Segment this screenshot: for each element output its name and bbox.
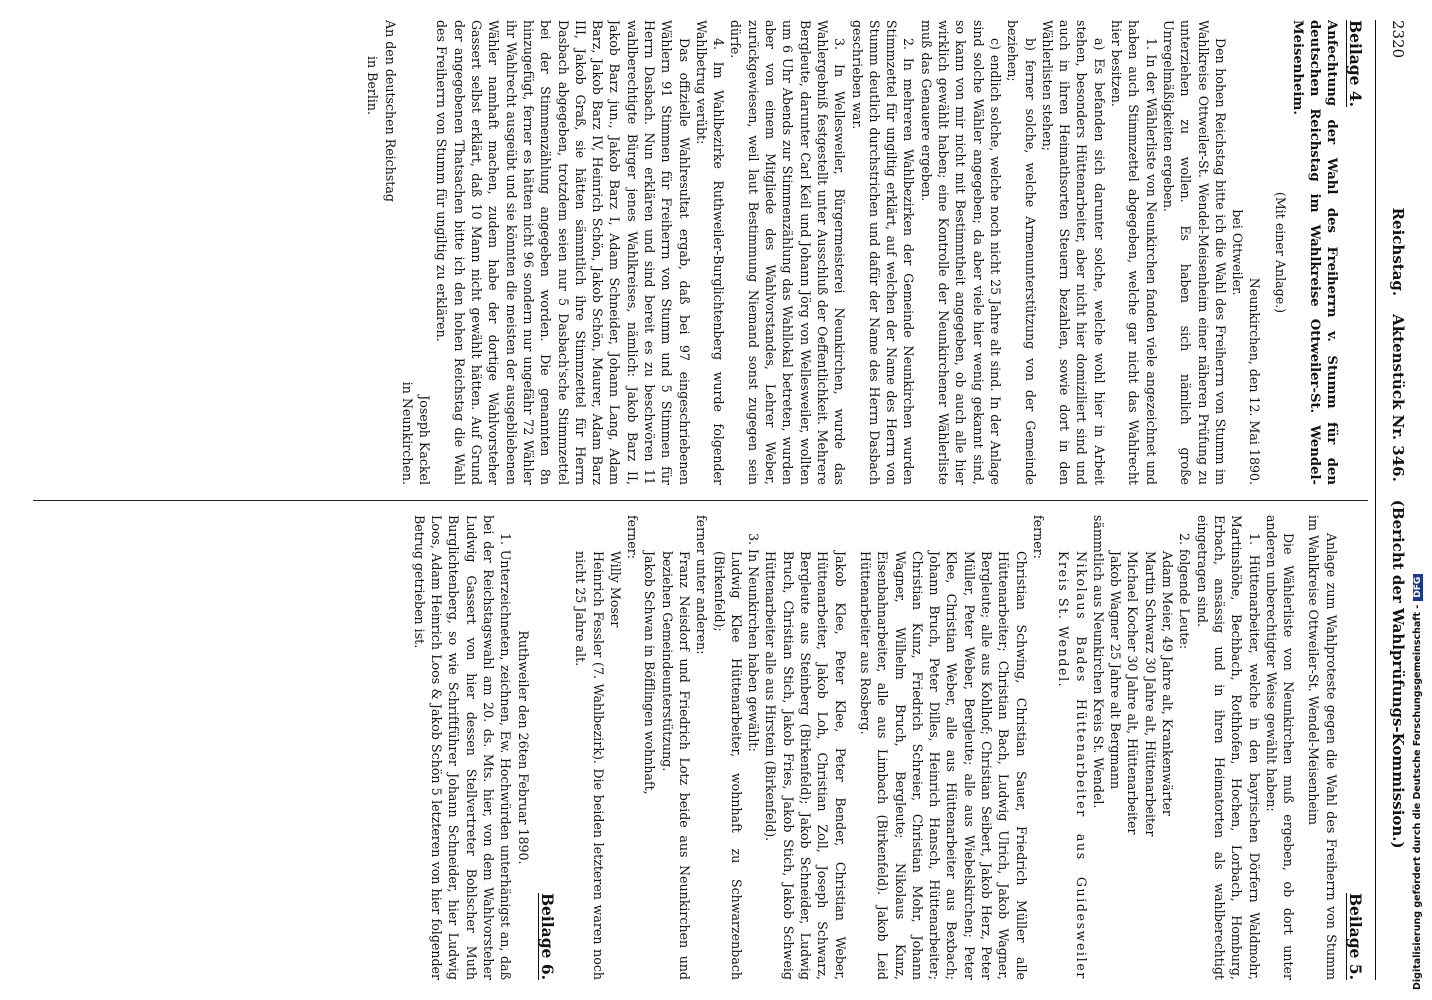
beilage5-person: Michael Kocher 30 Jahre alt, Hüttenarbeiter [1125,551,1141,835]
stamp-text: Digitalisierung gefördert durch die Deutsche Forschungsgemeinschaft - [1412,604,1423,990]
beilage4-signature-place: in Neunkirchen. [399,381,415,485]
beilage4-place-sub: bei Ottweiler. [1230,209,1246,296]
beilage5-n3a: Ludwig Klee Hüttenarbeiter, wohnhaft zu Schwarzenbach (Birkenfeld); [711,551,744,980]
column-divider [33,500,1368,501]
beilage5-n3g: Heinrich Fessler (7. Wahlbezirk). Die beiden letzteren waren noch nicht 25 Jahre alt. [573,551,606,980]
beilage5-person: Jakob Wagner 25 Jahre alt Bergmann [1108,551,1124,790]
beilage5-n2: 2. folgende Leute: [1177,533,1193,650]
beilage4-p2: 2. In mehreren Wahlbezirken der Gemeinde Neunkirchen wurden Stimmzettel für ungiltig erklärt, auf welchen der Name des Herrn von Stumm deutlich durchstrichen und dafür der Name des Herrn Dasbach geschrieben war. [849,20,917,485]
publication-name: Reichstag. [1389,207,1407,297]
beilage6-date: Ruthweiler den 26ten Februar 1890. [515,630,531,865]
document-number: Aktenstück Nr. 346. [1389,314,1407,482]
beilage5-ferner2: Jakob Klee, Peter Klee, Peter Bender, Christian Weber, Hüttenarbeiter, Jakob Loh, Christian Zoll, Joseph Schwarz, Bergleute aus Steinberg (Birkenfeld); Jakob Schneider, Ludwig Bruch, Christian Stich, Jakob Fries, Jakob Stich, Jakob Schweig Hüttenarbeiter alle aus Hirstein (Birkenfeld). [763,551,848,980]
beilage5-n3e: ferner: [625,515,641,559]
beilage4-p1: 1. In der Wählerliste von Neunkirchen fanden viele angezeichnet und haben auch Stimmzettel abgegeben, welche gar nicht das Wahlrecht hier besitzen. [1109,20,1159,485]
beilage6-text: 1. Unterzeichneten, zeichnen, Ew. Hochwürden unterhänigst an, daß bei der Reichstagswahl am 20. ds. Mts. hier, von dem Wahlvorsteher Ludwig Gassert von hier dessen Stellvertreter Bohlscher Muth Burglichtenberg, so wie Schriftführer Johann Schneider, hier Ludwig Loos, Adam Heinrich Loos & Jakob Schön 5 letzteren von hier folgender Betrug getrieben ist. [411,515,514,980]
commission-label: (Bericht der Wahlprüfungs-Kommission.) [1389,499,1407,849]
beilage5-intro: Die Wählerliste von Neunkirchen muß ergeben, ob dort unter anderen unberechtigter Weise gewählt haben: [1263,515,1297,980]
beilage5-people-note: sämmtlich aus Neunkirchen Kreis St. Wendel. [1090,515,1106,809]
header-rule [1375,20,1376,980]
beilage4-place-date: Neunkirchen, den 12. Mai 1890. [1247,277,1263,485]
left-column [31,20,1366,485]
beilage4-address1: An den deutschen Reichstag [382,20,398,202]
beilage5-person: Martin Schwarz 30 Jahre alt, Hüttenarbeiter [1142,551,1158,837]
beilage4-p1c: c) endlich solche, welche noch nicht 25 Jahre alt sind. In der Anlage sind solche Wähler angegeben; da aber viele hier wenig gekannt sind, so kann von mir nicht mit Bestimmtheit angegeben, ob auch alle hier wirklich gewählt haben; eine Kontrolle der Neunkirchener Wählerliste muß das Genauere ergeben. [918,20,1003,485]
beilage5-n3c: Franz Neisdorf und Friedrich Lotz beide aus Neunkirchen und beziehen Gemeindeunterstützung. [659,551,693,980]
beilage5-people-note2: Nikolaus Bades Hüttenarbeiter aus Guidesweiler Kreis St. Wendel. [1056,551,1089,980]
rotated-page-content [26,20,1416,980]
page-number: 2320 [1389,20,1407,59]
beilage5-ferner1: Christian Schwing, Christian Sauer, Friedrich Müller alle Hüttenarbeiter; Christian Bach, Ludwig Ulrich, Jakob Wagner, Bergleute; alle aus Kohlhof; Christian Seibert, Jakob Herz, Peter Müller, Peter Weber, Bergleute; alle aus Wiebelskirchen; Peter Klee, Christian Weber, alle aus Hüttenarbeiter aus Bexbach; Johann Bruch, Peter Dilles, Heinrich Hansch, Hüttenarbeiter; Christian Kunz, Friedrich Schreier, Christian Mohr, Johann Wagner, Wilhelm Bruch, Bergleute; Nikolaus Kunz, Eisenbahnarbeiter, alle aus Limbach (Birkenfeld). Jakob Leid Hüttenarbeiter aus Rosberg. [857,551,1029,980]
beilage5-n1: 1. Hüttenarbeiter, welche in den bayrischen Dörfern Waldmohr, Martinshöhe, Bechbach, Rothhofen, Hochen, Lorbach, Homburg, Erbach, ansässig und in ihren Heimatorten als wahlberechtigt eingetragen sind. [1194,515,1262,980]
beilage6-label: Beilage 6. [537,892,557,980]
beilage4-note: (Mit einer Anlage.) [1272,191,1288,314]
beilage4-intro: Den hohen Reichstag bitte ich die Wahl des Freiherrn von Stumm im Wahlkreise Ottweiler-St. Wendel-Meisenheim einer näheren Prüfung zu unterziehen zu wollen. Es haben sich nämlich große Unregelmäßigkeiten ergeben. [1160,20,1228,485]
beilage5-label: Beilage 5. [1346,892,1365,980]
digitization-stamp [1412,10,1428,990]
page-header [1380,20,1416,980]
beilage5-ferner-label: ferner: [1030,515,1046,559]
beilage4-address2: in Berlin. [365,56,381,116]
beilage4-label: Beilage 4. [1346,20,1365,108]
beilage5-n3f: Willy Moser [607,551,623,628]
dfg-logo: DFG [1413,574,1423,601]
beilage5-n3: 3. In Neunkirchen haben gewählt: [746,533,762,752]
beilage4-p3: 3. In Wellesweiler, Bürgermeisterei Neunkirchen, wurde das Wahlergebniß festgestellt unter Ausschluß der Oeffentlichkeit. Mehrere Bergleute, darunter Carl Keil und Johann Jörg von Wellesweiler, wollten um 6 Uhr Abends zur Stimmenzählung das Wahllokal betreten, wurden aber von einem Mitgliede des Wahlvorstandes, Lehrer Weber, zurückgewiesen, weil laut Bestimmung Niemand sonst zugegen sein dürfe. [728,20,848,485]
beilage5-title: Anlage zum Wahlproteste gegen die Wahl des Freiherrn von Stumm im Wahlkreise Ottweiler-St. Wendel-Meisenheim [1306,515,1339,980]
beilage5-n3b: ferner unter anderen: [694,515,710,655]
beilage5-person: Adam Meier, 49 Jahre alt, Krankenwärter [1160,551,1176,816]
beilage4-title: Anfechtung der Wahl des Freiherrn v. Stumm für den deutschen Reichstag im Wahlkreise Ottweiler-St. Wendel-Meisenheim. [1289,20,1339,485]
beilage4-p1b: b) ferner solche, welche Armenunterstützung von der Gemeinde beziehen; [1005,20,1038,485]
beilage4-signature: Joseph Kackel [417,395,433,485]
beilage5-n3d: Jakob Schwan in Böfflingen wohnhaft, [642,551,658,795]
beilage4-p1a: a) Es befanden sich darunter solche, welche wohl hier in Arbeit stehen, besonders Hüttenarbeiter, aber nicht hier domiziliert sind und auch in ihren Heimathsorten Steuern bezahlen, sowie dort in den Wählerlisten stehen; [1039,20,1107,485]
beilage4-p4b: Das offizielle Wahlresultat ergab, daß bei 97 eingeschriebenen Wählern 91 Stimmen für Freiherrn von Stumm und 5 Stimmen für Herrn Dasbach. Nun erklären und sind bereit es zu beschwören 11 wahlberechtigte Bürger jenes Wahlkreises, nämlich: Jakob Barz II, Jakob Barz jun., Jakob Barz I, Adam Schneider, Johann Lang, Adam Barz, Jakob Barz IV, Heinrich Schön, Jakob Schön, Maurer, Adam Barz III, Jakob Graß, sie hätten sämmtlich ihre Stimmzettel für Herrn Dasbach abgegeben, trotzdem seien nur 5 Dasbach'sche Stimmzettel bei der Stimmenzählung angegeben worden. Die genannten 8n hinzugefügt, ferner es hätten nicht 96 sondern nur ungefähr 72 Wähler ihr Wahlrecht ausgeübt und sie könnten die meisten der ausgebliebenen Wähler namhaft machen, zudem habe der dortige Wahlvorsteher Gassert selbst erklärt, daß 10 Mann nicht gewählt hätten. Auf Grund der angegebenen Thatsachen bitte ich den hohen Reichstag die Wahl des Freiherrn von Stumm für ungiltig zu erklären. [434,20,692,485]
right-column [31,515,1366,980]
beilage4-p4: 4. Im Wahlbezirke Ruthweiler-Burglichtenberg wurde folgender Wahlbetrug verübt: [693,20,727,485]
